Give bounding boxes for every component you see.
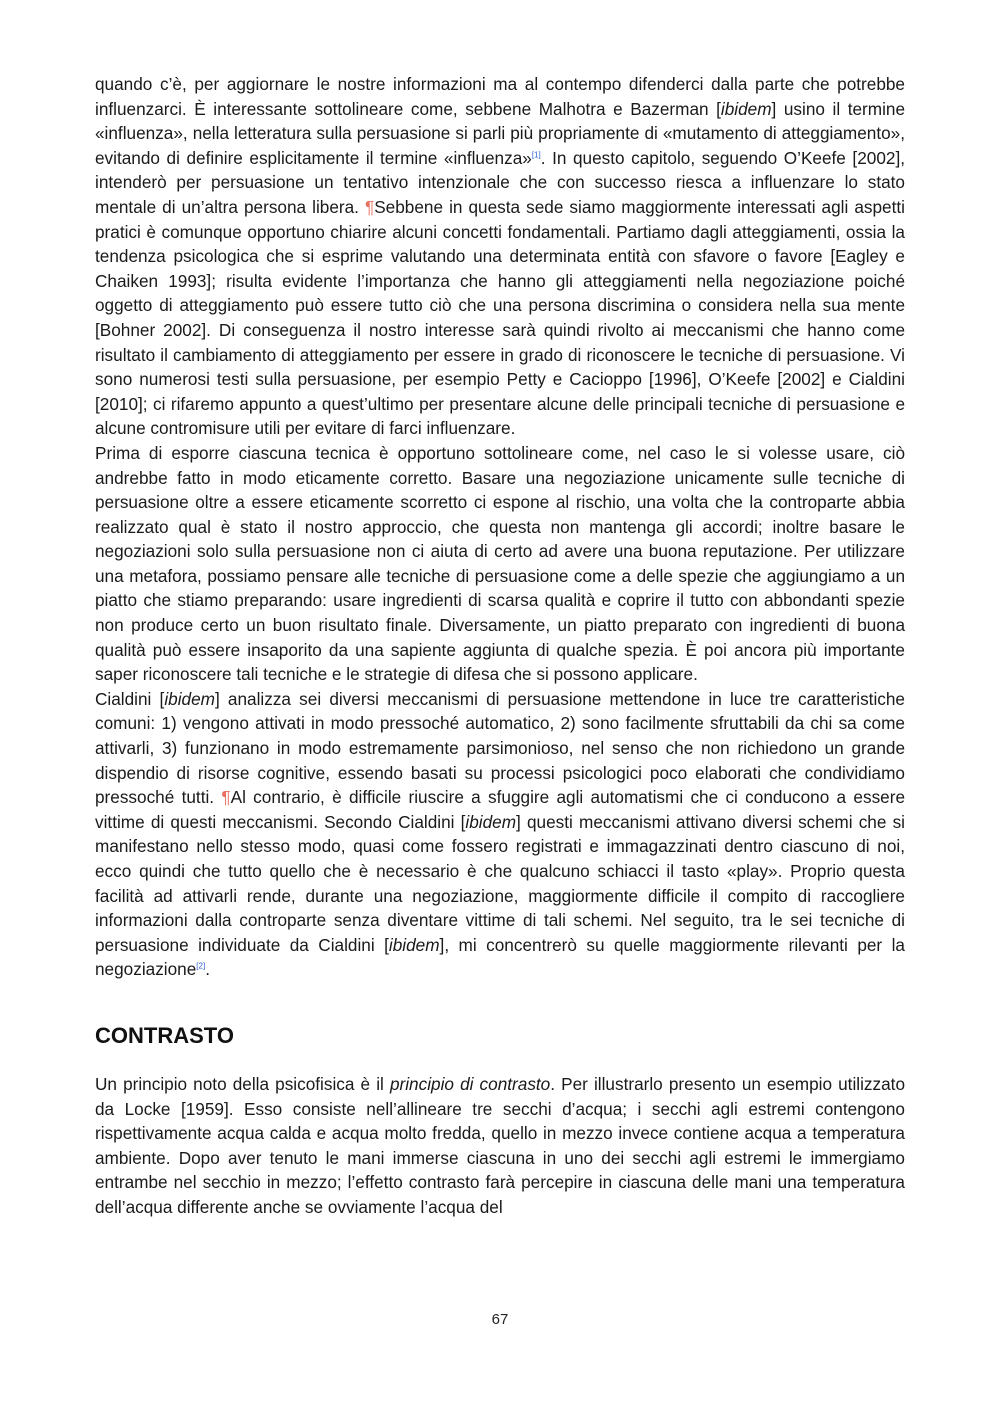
pilcrow-mark: ¶	[364, 196, 375, 217]
text-run: Un principio noto della psicofisica è il	[95, 1073, 390, 1094]
italic-term: principio di contrasto	[389, 1073, 551, 1094]
paragraph-3	[95, 687, 905, 982]
section-paragraph-1	[95, 1072, 905, 1220]
italic-ibidem: ibidem	[465, 811, 517, 832]
pilcrow-mark: ¶	[221, 787, 231, 808]
footnote-link-1[interactable]: [1]	[531, 150, 541, 160]
text-run: quando c’è, per aggiornare le nostre informazioni ma al contempo difenderci dalla parte che potrebbe influenzarci. È interessante sottolineare come, sebbene Malhotra e Bazerman [	[95, 74, 905, 119]
italic-ibidem: ibidem	[164, 688, 215, 709]
text-run: Al contrario, è difficile riuscire a sfuggire agli automatismi che ci conducono a essere vittime di questi meccanismi. Secondo Cialdini [	[95, 787, 906, 832]
text-run: Sebbene in questa sede siamo maggiormente interessati agli aspetti pratici è comunque opportuno chiarire alcuni concetti fondamentali. Partiamo dagli atteggiamenti, ossia la tendenza psicologica che si esprime valutando una determinata entità con sfavore o favore [Eagley e Chaiken 1993]; risulta evidente l’importanza che hanno gli atteggiamenti nella negoziazione poiché oggetto di atteggiamento può essere tutto ciò che una persona discrimina o considera nella sua mente [Bohner 2002]. Di conseguenza il nostro interesse sarà quindi rivolto ai meccanismi che hanno come risultato il cambiamento di atteggiamento per essere in grado di riconoscere le tecniche di persuasione. Vi sono numerosi testi sulla persuasione, per esempio Petty e Cacioppo [1996], O’Keefe [2002] e Cialdini [2010]; ci rifaremo appunto a quest’ultimo per presentare alcune delle principali tecniche di persuasione e alcune contromisure utili per evitare di farci influenzare.	[95, 196, 905, 439]
text-run: ] analizza sei diversi meccanismi di persuasione mettendone in luce tre caratteristiche comuni: 1) vengono attivati in modo pressoché automatico, 2) sono facilmente sfruttabili da chi sa come attivarli, 3) funzionano in modo estremamente parsimonioso, nel senso che non richiedono un grande dispendio di risorse cognitive, essendo basati su processi psicologici poco elaborati che condividiamo pressoché tutti.	[95, 688, 905, 808]
text-run: . Per illustrarlo presento un esempio utilizzato da Locke [1959]. Esso consiste nell’allineare tre secchi d’acqua; i secchi agli estremi contengono rispettivamente acqua calda e acqua molto fredda, quello in mezzo invece contiene acqua a temperatura ambiente. Dopo aver tenuto le mani immerse ciascuna in uno dei secchi agli estremi le immergiamo entrambe nel secchio in mezzo; l’effetto contrasto farà percepire in ciascuna delle mani una temperatura dell’acqua differente anche se ovviamente l’acqua del	[95, 1073, 905, 1217]
text-run: .	[205, 959, 210, 980]
page-number: 67	[491, 1311, 509, 1328]
text-run: ], mi concentrerò su quelle maggiormente rilevanti per la negoziazione	[95, 934, 905, 980]
italic-ibidem: ibidem	[388, 934, 440, 955]
text-run: ] usino il termine «influenza», nella letteratura sulla persuasione si parli più propriamente di «mutamento di atteggiamento», evitando di definire esplicitamente il termine «influenza»	[95, 98, 906, 168]
footnote-link-2[interactable]: [2]	[196, 961, 206, 971]
text-run: . In questo capitolo, seguendo O’Keefe [2002], intenderò per persuasione un tentativo intenzionale che con successo riesca a influenzare lo stato mentale di un’altra persona libera.	[95, 147, 905, 217]
text-run: ] questi meccanismi attivano diversi schemi che si manifestano nello stesso modo, quasi come fossero registrati e immagazzinati dentro ciascuno di noi, ecco quindi che tutto quello che è necessario è che qualcuno schiacci il tasto «play». Proprio questa facilità ad attivarli rende, durante una negoziazione, maggiormente difficile il compito di raccogliere informazioni dalla controparte senza diventare vittime di tali schemi. Nel seguito, tra le sei tecniche di persuasione individuate da Cialdini [	[95, 811, 905, 955]
section-heading: CONTRASTO	[95, 1022, 234, 1048]
page-body	[95, 72, 905, 1220]
paragraph-2: Prima di esporre ciascuna tecnica è opportuno sottolineare come, nel caso le si volesse usare, ciò andrebbe fatto in modo eticamente corretto. Basare una negoziazione unicamente sulle tecniche di persuasione oltre a essere eticamente scorretto ci espone al rischio, una volta che la controparte abbia realizzato qual è stato il nostro approccio, che questa non mantenga gli accordi; inoltre basare le negoziazioni solo sulla persuasione non ci aiuta di certo ad avere una buona reputazione. Per utilizzare una metafora, possiamo pensare alle tecniche di persuasione come a delle spezie che aggiungiamo a un piatto che stiamo preparando: usare ingredienti di scarsa qualità e coprire il tutto con abbondanti spezie non produce certo un buon risultato finale. Diversamente, un piatto preparato con ingredienti di buona qualità può essere insaporito da una sapiente aggiunta di qualche spezia. È poi ancora più importante saper riconoscere tali tecniche e le strategie di difesa che si possono applicare.	[95, 442, 905, 685]
text-run: Cialdini [	[95, 688, 165, 709]
paragraph-1	[95, 72, 905, 441]
italic-ibidem: ibidem	[720, 98, 772, 119]
